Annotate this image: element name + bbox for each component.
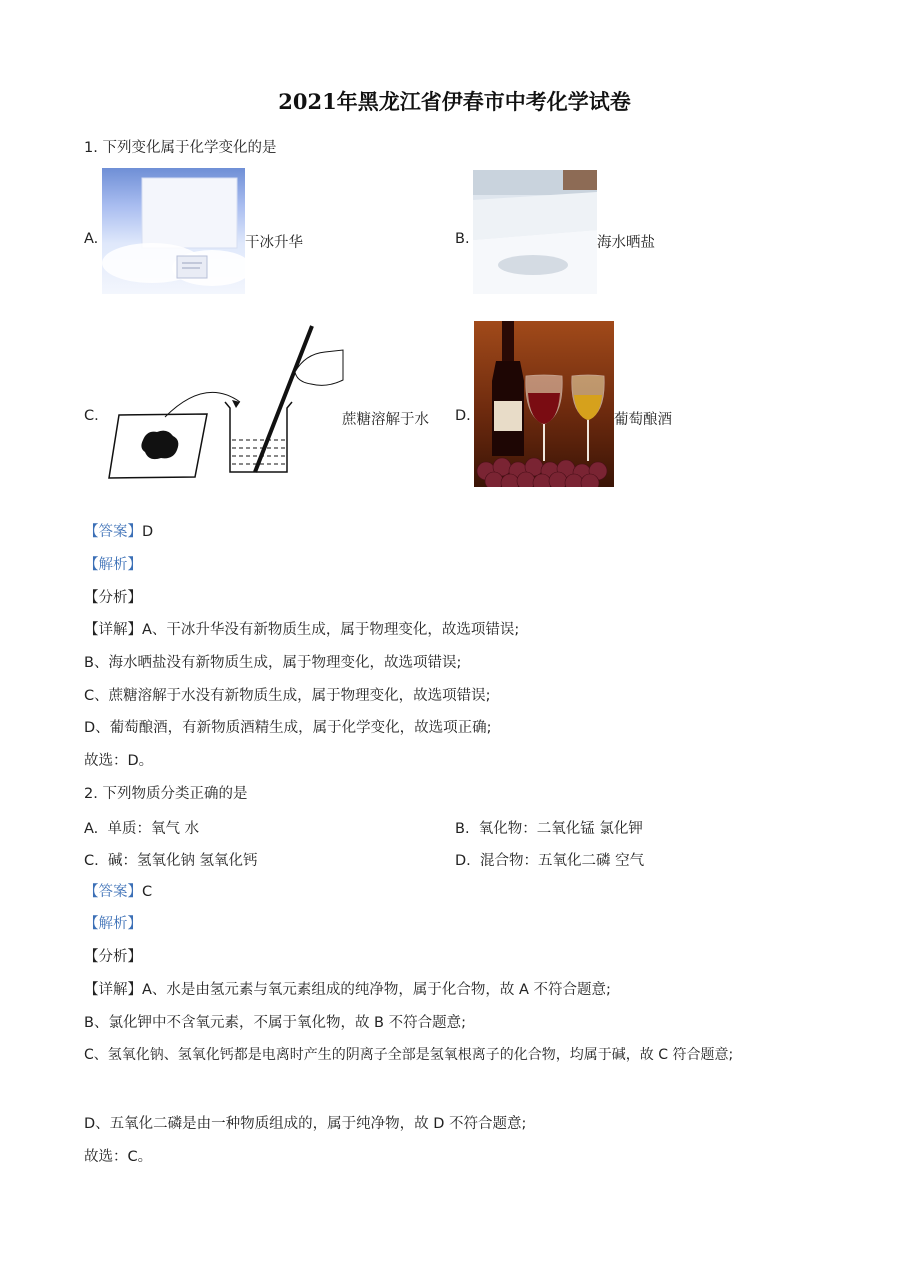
q1-detail-tag: 【详解】 <box>84 622 142 638</box>
q1-option-a-text: 干冰升华 <box>245 235 303 251</box>
q1-fenxi: 【分析】 <box>84 590 142 606</box>
q2-option-c <box>84 849 258 870</box>
q1-option-b-text: 海水晒盐 <box>597 235 655 251</box>
q2-option-d-text: 混合物：五氧化二磷 空气 <box>480 853 645 869</box>
q2-option-d-letter: D. <box>455 853 471 869</box>
q1-detail-line-3: D、葡萄酿酒，有新物质酒精生成，属于化学变化，故选项正确; <box>84 720 492 736</box>
q2-option-b-letter: B. <box>455 821 470 837</box>
q1-detail-line-1: B、海水晒盐没有新物质生成，属于物理变化，故选项错误; <box>84 655 462 671</box>
q2-detail-text-0: A、水是由氢元素与氧元素组成的纯净物，属于化合物，故 A 不符合题意; <box>142 982 611 998</box>
q2-answer-value: C <box>142 884 153 900</box>
q1-detail-line-2: C、蔗糖溶解于水没有新物质生成，属于物理变化，故选项错误; <box>84 688 491 704</box>
grape-wine-image <box>474 321 614 487</box>
q2-conclusion: 故选：C。 <box>84 1149 153 1165</box>
sea-salt-image <box>473 170 597 294</box>
q1-answer-tag: 【答案】 <box>84 524 142 540</box>
q1-analysis-tag: 【解析】 <box>84 557 142 573</box>
q2-option-d <box>455 849 644 870</box>
q2-option-c-letter: C. <box>84 853 99 869</box>
q2-answer <box>84 882 152 902</box>
question-1-stem: 1. 下列变化属于化学变化的是 <box>84 140 277 156</box>
q2-analysis-tag: 【解析】 <box>84 916 142 932</box>
q1-answer <box>84 522 153 542</box>
q2-detail-line-1: B、氯化钾中不含氧元素，不属于氧化物，故 B 不符合题意; <box>84 1015 466 1031</box>
q1-detail-line-0 <box>84 620 519 640</box>
q1-detail-text-0: A、干冰升华没有新物质生成，属于物理变化，故选项错误; <box>142 622 520 638</box>
q1-option-c-text: 蔗糖溶解于水 <box>342 412 429 428</box>
q2-option-a-text: 单质：氧气 水 <box>107 821 200 837</box>
q2-option-b <box>455 817 643 838</box>
dry-ice-image <box>102 168 245 294</box>
q2-answer-tag: 【答案】 <box>84 884 142 900</box>
q2-option-c-text: 碱：氢氧化钠 氢氧化钙 <box>107 853 258 869</box>
q2-option-b-text: 氧化物：二氧化锰 氯化钾 <box>478 821 643 837</box>
q1-conclusion: 故选：D。 <box>84 753 154 769</box>
q2-option-a <box>84 817 199 838</box>
sugar-dissolving-diagram <box>105 322 345 482</box>
q1-option-d-letter: D. <box>455 408 471 424</box>
q2-detail-tag: 【详解】 <box>84 982 142 998</box>
q2-detail-line-2: C、氢氧化钠、氢氧化钙都是电离时产生的阴离子全部是氢氧根离子的化合物，均属于碱，故 C 符合题意; <box>84 1047 734 1063</box>
q1-option-d-text: 葡萄酿酒 <box>614 412 672 428</box>
page-title: 2021年黑龙江省伊春市中考化学试卷 <box>278 89 631 114</box>
q1-option-b-letter: B. <box>455 231 470 247</box>
q2-fenxi: 【分析】 <box>84 949 142 965</box>
q2-detail-line-0 <box>84 980 611 1000</box>
q2-option-a-letter: A. <box>84 821 99 837</box>
q1-answer-value: D <box>142 524 154 540</box>
question-2-stem: 2. 下列物质分类正确的是 <box>84 786 248 802</box>
q1-option-c-letter: C. <box>84 408 99 424</box>
q2-detail-line-3: D、五氧化二磷是由一种物质组成的，属于纯净物，故 D 不符合题意; <box>84 1116 527 1132</box>
q1-option-a-letter: A. <box>84 231 99 247</box>
